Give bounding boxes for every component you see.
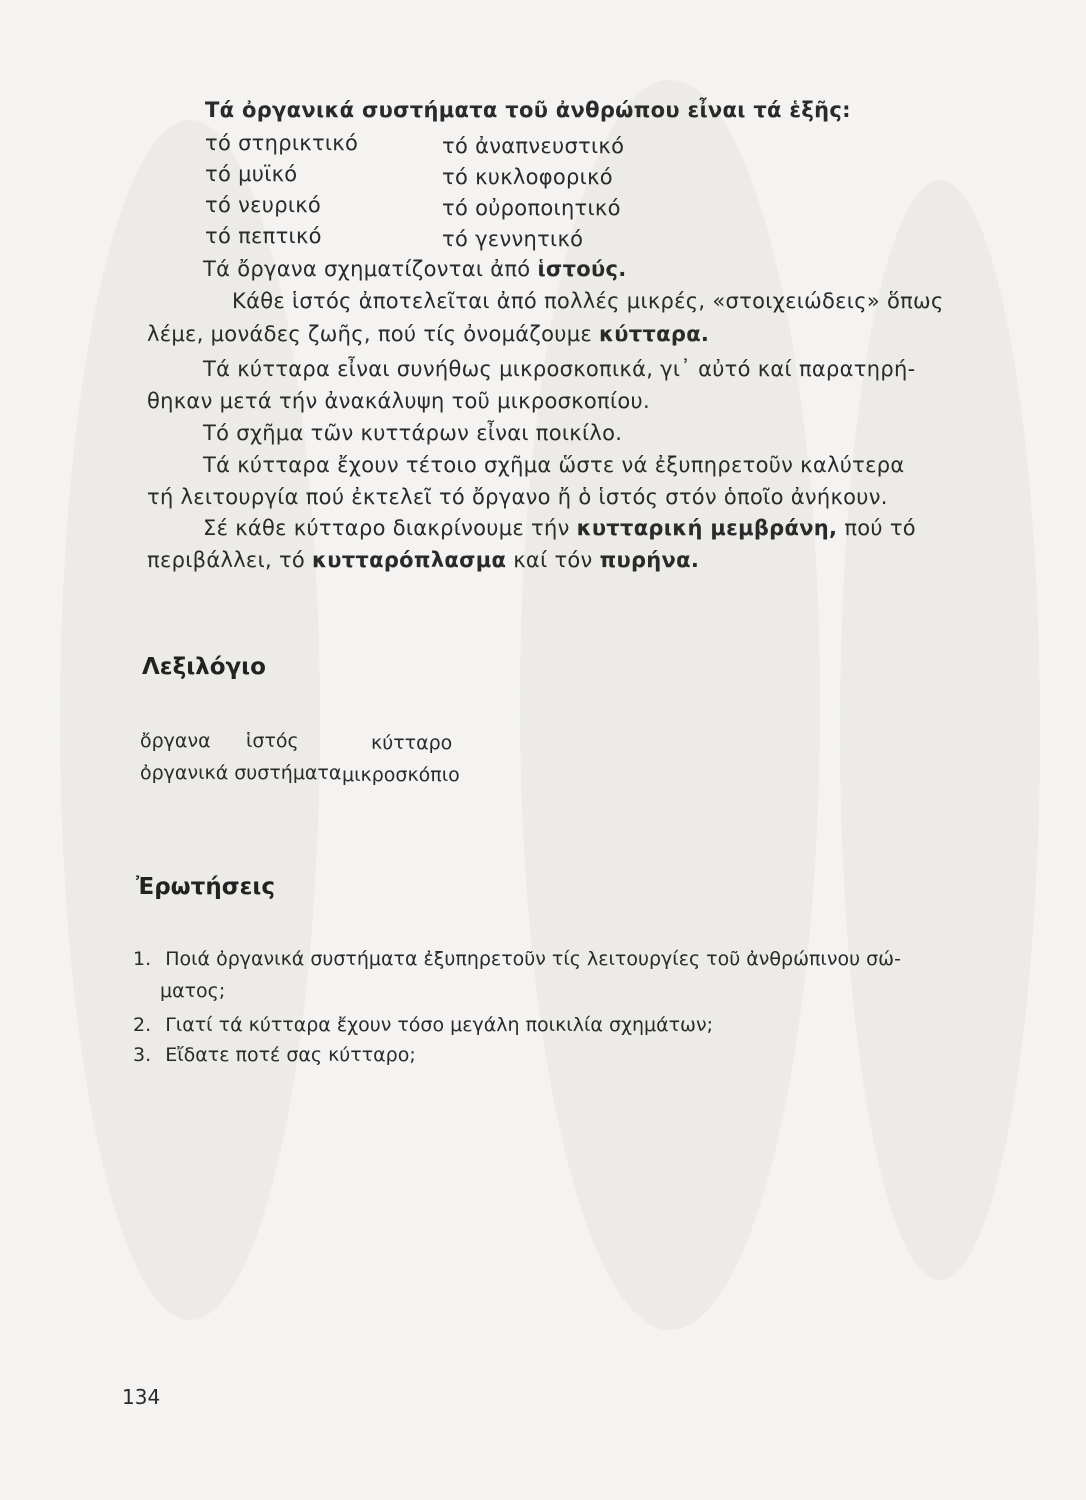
term-cell-membrane: κυτταρική μεμβράνη,: [576, 516, 838, 540]
system-item: τό πεπτικό: [205, 224, 322, 248]
paragraph-line: Σέ κάθε κύτταρο διακρίνουμε τήν κυτταρική μεμβράνη, πού τό: [203, 516, 916, 540]
question-continuation: ματος;: [160, 980, 226, 1002]
question-item: [133, 1044, 416, 1066]
question-number: 2.: [133, 1014, 152, 1036]
paragraph-line: περιβάλλει, τό κυτταρόπλασμα καί τόν πυρήνα.: [147, 548, 700, 572]
system-item: τό οὐροποιητικό: [442, 196, 621, 220]
question-number: 3.: [133, 1044, 152, 1066]
question-text: Ποιά ὀργανικά συστήματα ἐξυπηρετοῦν τίς λειτουργίες τοῦ ἀνθρώπινου σώ-: [165, 948, 901, 970]
glossary-term: ὀργανικά συστήματα: [140, 762, 342, 784]
question-text: Εἴδατε ποτέ σας κύτταρο;: [165, 1044, 416, 1066]
term-cells: κύτταρα.: [599, 322, 710, 346]
system-item: τό γεννητικό: [442, 227, 584, 251]
paragraph-line: τή λειτουργία πού ἐκτελεῖ τό ὄργανο ἤ ὁ ἱστός στόν ὁποῖο ἀνήκουν.: [147, 485, 888, 509]
system-item: τό κυκλοφορικό: [442, 165, 613, 189]
paragraph-line: λέμε, μονάδες ζωῆς, πού τίς ὀνομάζουμε κύτταρα.: [147, 322, 710, 346]
intro-title: Τά ὀργανικά συστήματα τοῦ ἀνθρώπου εἶναι τά ἑξῆς:: [205, 98, 851, 122]
page-number: 134: [122, 1385, 161, 1409]
term-cytoplasm: κυτταρόπλασμα: [312, 548, 507, 572]
glossary-heading: Λεξιλόγιο: [142, 654, 266, 680]
question-item: [133, 1014, 713, 1036]
paragraph-line: Τά ὄργανα σχηματίζονται ἀπό ἱστούς.: [203, 257, 627, 281]
questions-heading: Ἐρωτήσεις: [136, 874, 276, 900]
glossary-term: ὄργανα: [140, 730, 211, 752]
question-item: [133, 948, 901, 970]
question-number: 1.: [133, 948, 152, 970]
background-figure: [840, 180, 1040, 1280]
paragraph-line: θηκαν μετά τήν ἀνακάλυψη τοῦ μικροσκοπίου.: [147, 389, 650, 413]
system-item: τό νευρικό: [205, 193, 322, 217]
question-text: Γιατί τά κύτταρα ἔχουν τόσο μεγάλη ποικιλία σχημάτων;: [165, 1014, 713, 1036]
paragraph-line: Τά κύτταρα εἶναι συνήθως μικροσκοπικά, γι᾽ αὐτό καί παρατηρή-: [203, 357, 916, 381]
system-item: τό στηρικτικό: [205, 131, 359, 155]
glossary-term: μικροσκόπιο: [342, 764, 460, 786]
paragraph-line: Τό σχῆμα τῶν κυττάρων εἶναι ποικίλο.: [203, 421, 623, 445]
system-item: τό μυϊκό: [205, 162, 298, 186]
paragraph-line: Κάθε ἱστός ἀποτελεῖται ἀπό πολλές μικρές, «στοιχειώδεις» ὅπως: [232, 289, 944, 313]
term-nucleus: πυρήνα.: [599, 548, 700, 572]
paragraph-line: Τά κύτταρα ἔχουν τέτοιο σχῆμα ὥστε νά ἐξυπηρετοῦν καλύτερα: [203, 453, 905, 477]
glossary-term: ἱστός: [246, 730, 299, 752]
glossary-term: κύτταρο: [371, 732, 453, 754]
system-item: τό ἀναπνευστικό: [442, 134, 625, 158]
term-tissues: ἱστούς.: [537, 257, 627, 281]
